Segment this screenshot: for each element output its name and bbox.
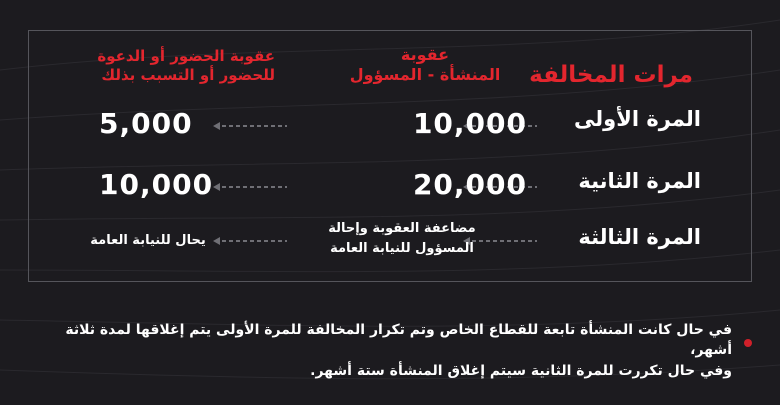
arrow-left-icon [213,236,287,246]
attendees-penalty-third: يحال للنيابة العامة [90,233,206,248]
closure-note-line1: في حال كانت المنشأة تابعة للقطاع الخاص وتم تكرار المخالفة للمرة الأولى يتم إغلاقها لمدة ثلاثة أشهر، [65,322,732,359]
header-attendees-line2: للحضور أو التسبب بذلك [101,65,275,84]
header-establishment-line1: عقوبة [400,45,450,64]
bullet-icon [744,339,752,347]
penalties-table [28,30,752,282]
row-label-third: المرة الثالثة [578,225,701,249]
attendees-penalty-first: 5,000 [99,107,193,140]
establishment-penalty-first: 10,000 [412,107,527,140]
closure-note [42,320,732,381]
establishment-penalty-third [313,219,491,259]
establishment-penalty-second: 20,000 [412,168,527,201]
header-violation-count: مرات المخالفة [529,62,693,88]
establishment-penalty-third-line2: المسؤول للنيابة العامة [330,241,474,257]
header-establishment-line2: المنشأة - المسؤول [349,65,501,84]
header-establishment-penalty [339,45,511,85]
row-label-first: المرة الأولى [574,107,701,131]
header-attendees-line1: عقوبة الحضور أو الدعوة [97,47,275,65]
row-label-second: المرة الثانية [578,169,701,193]
closure-note-line2: وفي حال تكررت للمرة الثانية سيتم إغلاق المنشأة ستة أشهر. [310,362,732,379]
establishment-penalty-third-line1: مضاعفة العقوبة وإحالة [328,221,476,236]
header-attendees-penalty [65,47,275,85]
attendees-penalty-second: 10,000 [99,168,214,201]
